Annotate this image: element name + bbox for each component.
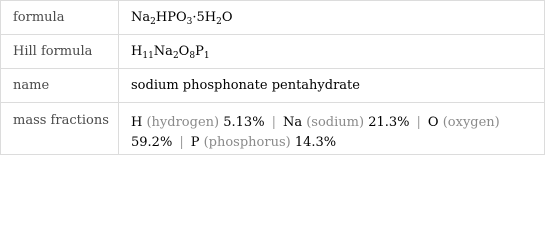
formula-part: HPO — [155, 10, 187, 25]
hill-part: Na — [153, 44, 173, 59]
formula-part: ·5H — [192, 10, 217, 25]
element-symbol: Na — [282, 115, 303, 130]
element-fraction: 21.3% — [368, 115, 410, 130]
formula-subscript: 2 — [150, 17, 156, 27]
label-name: name — [1, 69, 119, 103]
row-formula — [1, 1, 545, 35]
separator: | — [271, 115, 276, 130]
separator: | — [416, 115, 421, 130]
hill-part: O — [178, 44, 190, 59]
row-name — [1, 69, 545, 103]
formula-subscript: 3 — [186, 17, 193, 27]
mass-fractions-line-1 — [131, 113, 536, 133]
row-hill-formula — [1, 35, 545, 69]
hill-subscript: 11 — [142, 51, 154, 61]
element-symbol: P — [190, 135, 200, 150]
formula-part: O — [221, 10, 233, 25]
formula-subscript: 2 — [216, 17, 222, 27]
element-name: (hydrogen) — [146, 115, 220, 130]
element-name: (oxygen) — [442, 115, 500, 130]
label-formula: formula — [1, 1, 119, 35]
element-fraction: 59.2% — [131, 135, 173, 150]
element-name: (phosphorus) — [203, 135, 291, 150]
hill-part: P — [195, 44, 204, 59]
hill-subscript: 8 — [189, 51, 196, 61]
hill-subscript: 2 — [172, 51, 179, 61]
element-fraction: 14.3% — [294, 135, 337, 150]
value-hill-formula — [119, 35, 545, 69]
element-symbol: H — [131, 115, 143, 130]
element-name: (sodium) — [306, 115, 365, 130]
label-mass-fractions: mass fractions — [1, 103, 119, 155]
formula-part: Na — [131, 10, 151, 25]
hill-subscript: 1 — [203, 51, 210, 61]
value-formula — [119, 1, 545, 35]
row-mass-fractions — [1, 103, 545, 155]
element-symbol: O — [427, 115, 439, 130]
value-name: sodium phosphonate pentahydrate — [119, 69, 545, 103]
label-hill-formula: Hill formula — [1, 35, 119, 69]
mass-fractions-line-2 — [131, 133, 536, 153]
separator: | — [179, 135, 184, 150]
value-mass-fractions — [119, 103, 545, 155]
hill-part: H — [131, 44, 143, 59]
element-fraction: 5.13% — [223, 115, 265, 130]
